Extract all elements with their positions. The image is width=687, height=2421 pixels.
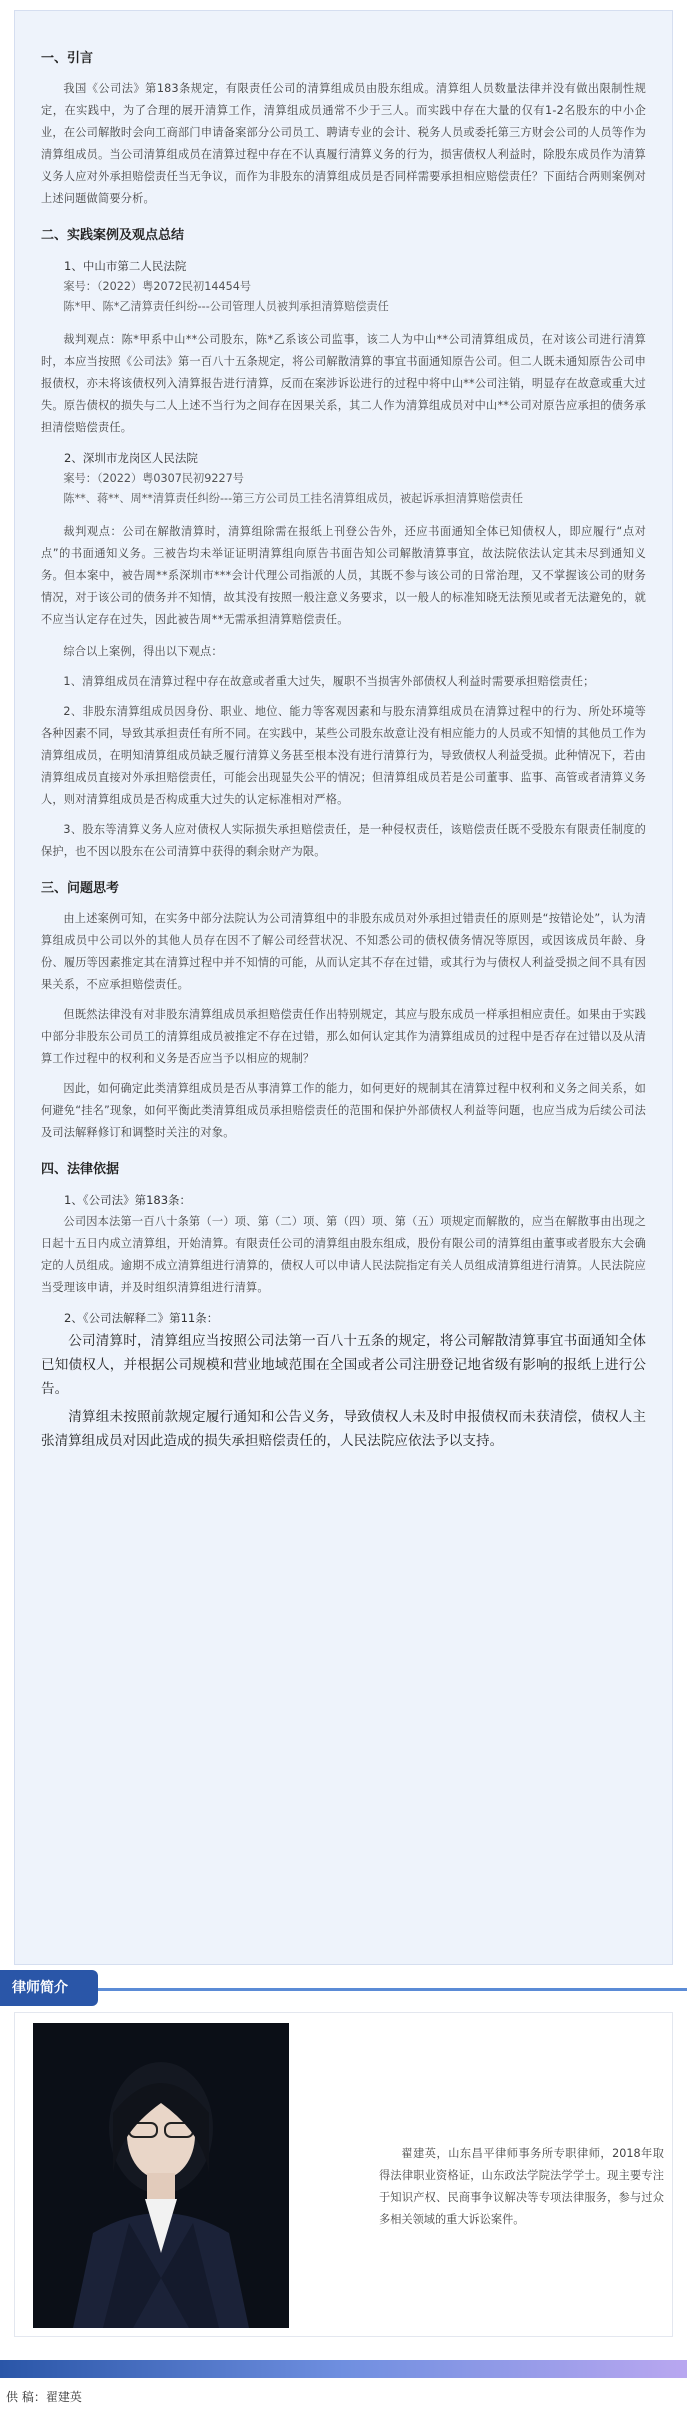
portrait-illustration xyxy=(33,2023,289,2328)
case-1-court: 1、中山市第二人民法院 xyxy=(64,259,187,273)
case-2 xyxy=(41,447,646,509)
section-title-cases: 二、实践案例及观点总结 xyxy=(41,228,185,243)
case-2-number: 案号：（2022）粤0307民初9227号 xyxy=(63,472,244,485)
case-1-parties: 陈*甲、陈*乙清算责任纠纷---公司管理人员被判承担清算赔偿责任 xyxy=(63,300,389,313)
section-title-issues: 三、问题思考 xyxy=(41,881,120,896)
case-2-parties: 陈**、蒋**、周**清算责任纠纷---第三方公司员工挂名清算组成员，被起诉承担清算赔偿责任 xyxy=(63,492,524,505)
intro-paragraph: 我国《公司法》第183条规定，有限责任公司的清算组成员由股东组成。清算组人员数量法律并没有做出限制性规定，在实践中，为了合理的展开清算工作，清算组成员通常不少于三人。而实践中存在大量的仅有1-2名股东的中小企业，在公司解散时会向工商部门申请备案部分公司员工、聘请专业的会计、税务人员或委托第三方财会公司的人员等作为清算组成员。当公司清算组成员在清算过程中存在不认真履行清算义务的行为，损害债权人利益时，除股东成员作为清算义务人应对外承担赔偿责任当无争议，而作为非股东的清算组成员是否同样需要承担相应赔偿责任？下面结合两则案例对上述问题做简要分析。 xyxy=(41,82,646,205)
lawyer-photo xyxy=(33,2023,289,2328)
point-2: 2、非股东清算组成员因身份、职业、地位、能力等客观因素和与股东清算组成员在清算过程中的行为、所处环境等各种因素不同，导致其承担责任有所不同。在实践中，某些公司股东故意让没有相应能力的人员或不知情的其他员工作为清算组成员，在明知清算组成员缺乏履行清算义务甚至根本没有进行清算行为，导致债权人利益受损。此种情况下，若由清算组成员直接对外承担赔偿责任，可能会出现显失公平的情况；但清算组成员若是公司董事、监事、高管或者清算义务人，则对清算组成员是否构成重大过失的认定标准相对严格。 xyxy=(41,705,646,806)
summary-lead: 综合以上案例，得出以下观点： xyxy=(63,645,223,658)
law-1-heading: 1、《公司法》第183条： xyxy=(64,1193,192,1207)
lawyer-bio: 翟建英，山东昌平律师事务所专职律师，2018年取得法律职业资格证，山东政法学院法学学士。现主要专注于知识产权、民商事争议解决等专项法律服务，参与过众多相关领域的重大诉讼案件。 xyxy=(379,2147,664,2226)
section-title-intro: 一、引言 xyxy=(41,51,94,66)
footer-gradient-bar xyxy=(0,2360,687,2378)
issues-paragraph-2: 但既然法律没有对非股东清算组成员承担赔偿责任作出特别规定，其应与股东成员一样承担相应责任。如果由于实践中部分非股东公司员工的清算组成员被推定不存在过错，那么如何认定其作为清算组成员的过程中是否存在过错以及从清算工作过程中的权利和义务是否应当予以相应的规制？ xyxy=(41,1008,646,1065)
issues-paragraph-1: 由上述案例可知，在实务中部分法院认为公司清算组中的非股东成员对外承担过错责任的原则是“按错论处”，认为清算组成员中公司以外的其他人员存在因不了解公司经营状况、不知悉公司的债权债务情况等原因，或因该成员年龄、身份、履历等因素推定其在清算过程中并不知情的可能，从而认定其不存在过错，或其行为与债权人利益受损之间不具有因果关系，不应承担赔偿责任。 xyxy=(41,912,646,991)
issues-paragraph-3: 因此，如何确定此类清算组成员是否从事清算工作的能力，如何更好的规制其在清算过程中权利和义务之间关系，如何避免“挂名”现象，如何平衡此类清算组成员承担赔偿责任的范围和保护外部债权人利益等问题，也应当成为后续公司法及司法解释修订和调整时关注的对象。 xyxy=(41,1082,646,1139)
article-body xyxy=(14,10,673,1965)
case-2-court: 2、深圳市龙岗区人民法院 xyxy=(64,451,198,465)
lawyer-profile xyxy=(14,2012,673,2337)
point-3: 3、股东等清算义务人应对债权人实际损失承担赔偿责任，是一种侵权责任，该赔偿责任既不受股东有限责任制度的保护，也不因以股东在公司清算中获得的剩余财产为限。 xyxy=(41,823,646,858)
section-title-law: 四、法律依据 xyxy=(41,1162,120,1177)
source-credit: 供 稿：翟建英 xyxy=(6,2390,82,2404)
point-1: 1、清算组成员在清算过程中存在故意或者重大过失，履职不当损害外部债权人利益时需要承担赔偿责任； xyxy=(63,675,595,688)
law-1-text: 公司因本法第一百八十条第（一）项、第（二）项、第（四）项、第（五）项规定而解散的，应当在解散事由出现之日起十五日内成立清算组，开始清算。有限责任公司的清算组由股东组成，股份有限公司的清算组由董事或者股东大会确定的人员组成。逾期不成立清算组进行清算的，债权人可以申请人民法院指定有关人员组成清算组进行清算。人民法院应当受理该申请，并及时组织清算组进行清算。 xyxy=(41,1215,646,1294)
law-2-heading: 2、《公司法解释二》第11条： xyxy=(64,1311,219,1325)
section-divider xyxy=(0,1988,687,1991)
case-1-number: 案号：（2022）粤2072民初14454号 xyxy=(63,280,252,293)
law-2-text-2: 清算组未按照前款规定履行通知和公告义务，导致债权人未及时申报债权而未获清偿，债权人主张清算组成员对因此造成的损失承担赔偿责任的，人民法院应依法予以支持。 xyxy=(41,1409,646,1449)
law-2-text-1: 公司清算时，清算组应当按照公司法第一百八十五条的规定，将公司解散清算事宜书面通知全体已知债权人，并根据公司规模和营业地域范围在全国或者公司注册登记地省级有影响的报纸上进行公告。 xyxy=(41,1333,646,1397)
case-1 xyxy=(41,255,646,317)
lawyer-intro-tag: 律师简介 xyxy=(0,1970,98,2006)
case-2-opinion: 裁判观点：公司在解散清算时，清算组除需在报纸上刊登公告外，还应书面通知全体已知债权人，即应履行“点对点”的书面通知义务。三被告均未举证证明清算组向原告书面告知公司解散清算事宜，故法院依法认定其未尽到通知义务。但本案中，被告周**系深圳市***会计代理公司指派的人员，其既不参与该公司的日常治理，又不掌握该公司的财务情况，对于该公司的债务并不知情，故其没有按照一般注意义务要求，以一般人的标准知晓无法预见或者无法避免的，就不应当认定存在过失，因此被告周**无需承担清算赔偿责任。 xyxy=(41,525,646,626)
case-1-opinion: 裁判观点：陈*甲系中山**公司股东，陈*乙系该公司监事，该二人为中山**公司清算组成员，在对该公司进行清算时，本应当按照《公司法》第一百八十五条规定，将公司解散清算的事宜书面通知原告公司。但二人既未通知原告公司申报债权，亦未将该债权列入清算报告进行清算，反而在案涉诉讼进行的过程中将中山**公司注销，明显存在故意或重大过失。原告债权的损失与二人上述不当行为之间存在因果关系，其二人作为清算组成员对中山**公司对原告应承担的债务承担清偿赔偿责任。 xyxy=(41,333,646,434)
